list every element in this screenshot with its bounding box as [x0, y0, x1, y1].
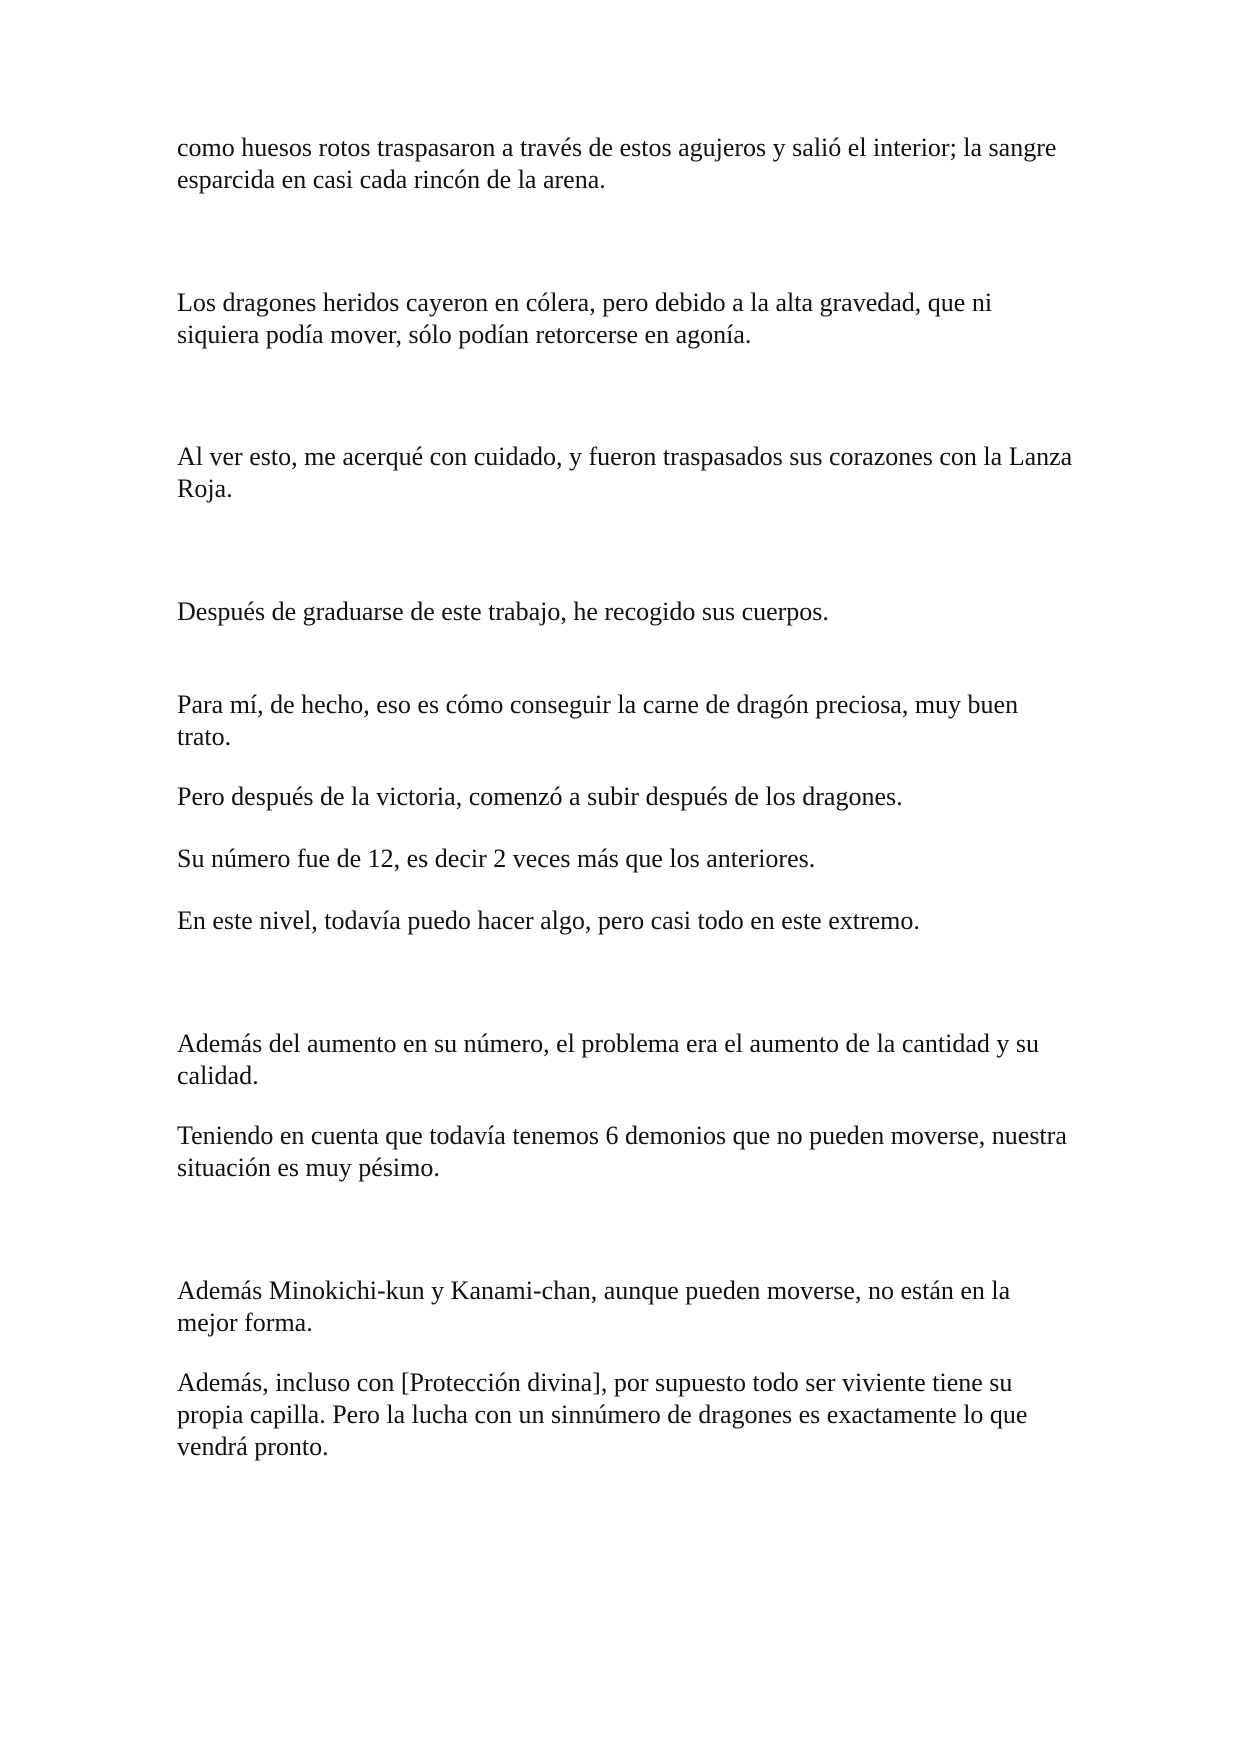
paragraph-4: Después de graduarse de este trabajo, he recogido sus cuerpos. [177, 597, 829, 626]
paragraph-1: como huesos rotos traspasaron a través de estos agujeros y salió el interior; la sangre esparcida en casi cada rincón de la arena. [177, 133, 1057, 194]
paragraph-9: Además del aumento en su número, el problema era el aumento de la cantidad y su calidad. [177, 1029, 1040, 1090]
paragraph-2: Los dragones heridos cayeron en cólera, pero debido a la alta gravedad, que ni siquiera podía mover, sólo podían retorcerse en agonía. [177, 288, 993, 349]
paragraph-7: Su número fue de 12, es decir 2 veces más que los anteriores. [177, 844, 816, 873]
paragraph-8: En este nivel, todavía puedo hacer algo, pero casi todo en este extremo. [177, 906, 920, 935]
paragraph-5: Para mí, de hecho, eso es cómo conseguir la carne de dragón preciosa, muy buen trato. [177, 690, 1019, 751]
paragraph-11: Además Minokichi-kun y Kanami-chan, aunque pueden moverse, no están en la mejor forma. [177, 1276, 1011, 1337]
paragraph-3: Al ver esto, me acerqué con cuidado, y fueron traspasados sus corazones con la Lanza Roja. [177, 442, 1073, 503]
paragraph-12: Además, incluso con [Protección divina], por supuesto todo ser viviente tiene su propia capilla. Pero la lucha con un sinnúmero de dragones es exactamente lo que vendrá pronto. [177, 1368, 1028, 1461]
paragraph-6: Pero después de la victoria, comenzó a subir después de los dragones. [177, 782, 903, 811]
paragraph-10: Teniendo en cuenta que todavía tenemos 6 demonios que no pueden moverse, nuestra situación es muy pésimo. [177, 1121, 1067, 1182]
